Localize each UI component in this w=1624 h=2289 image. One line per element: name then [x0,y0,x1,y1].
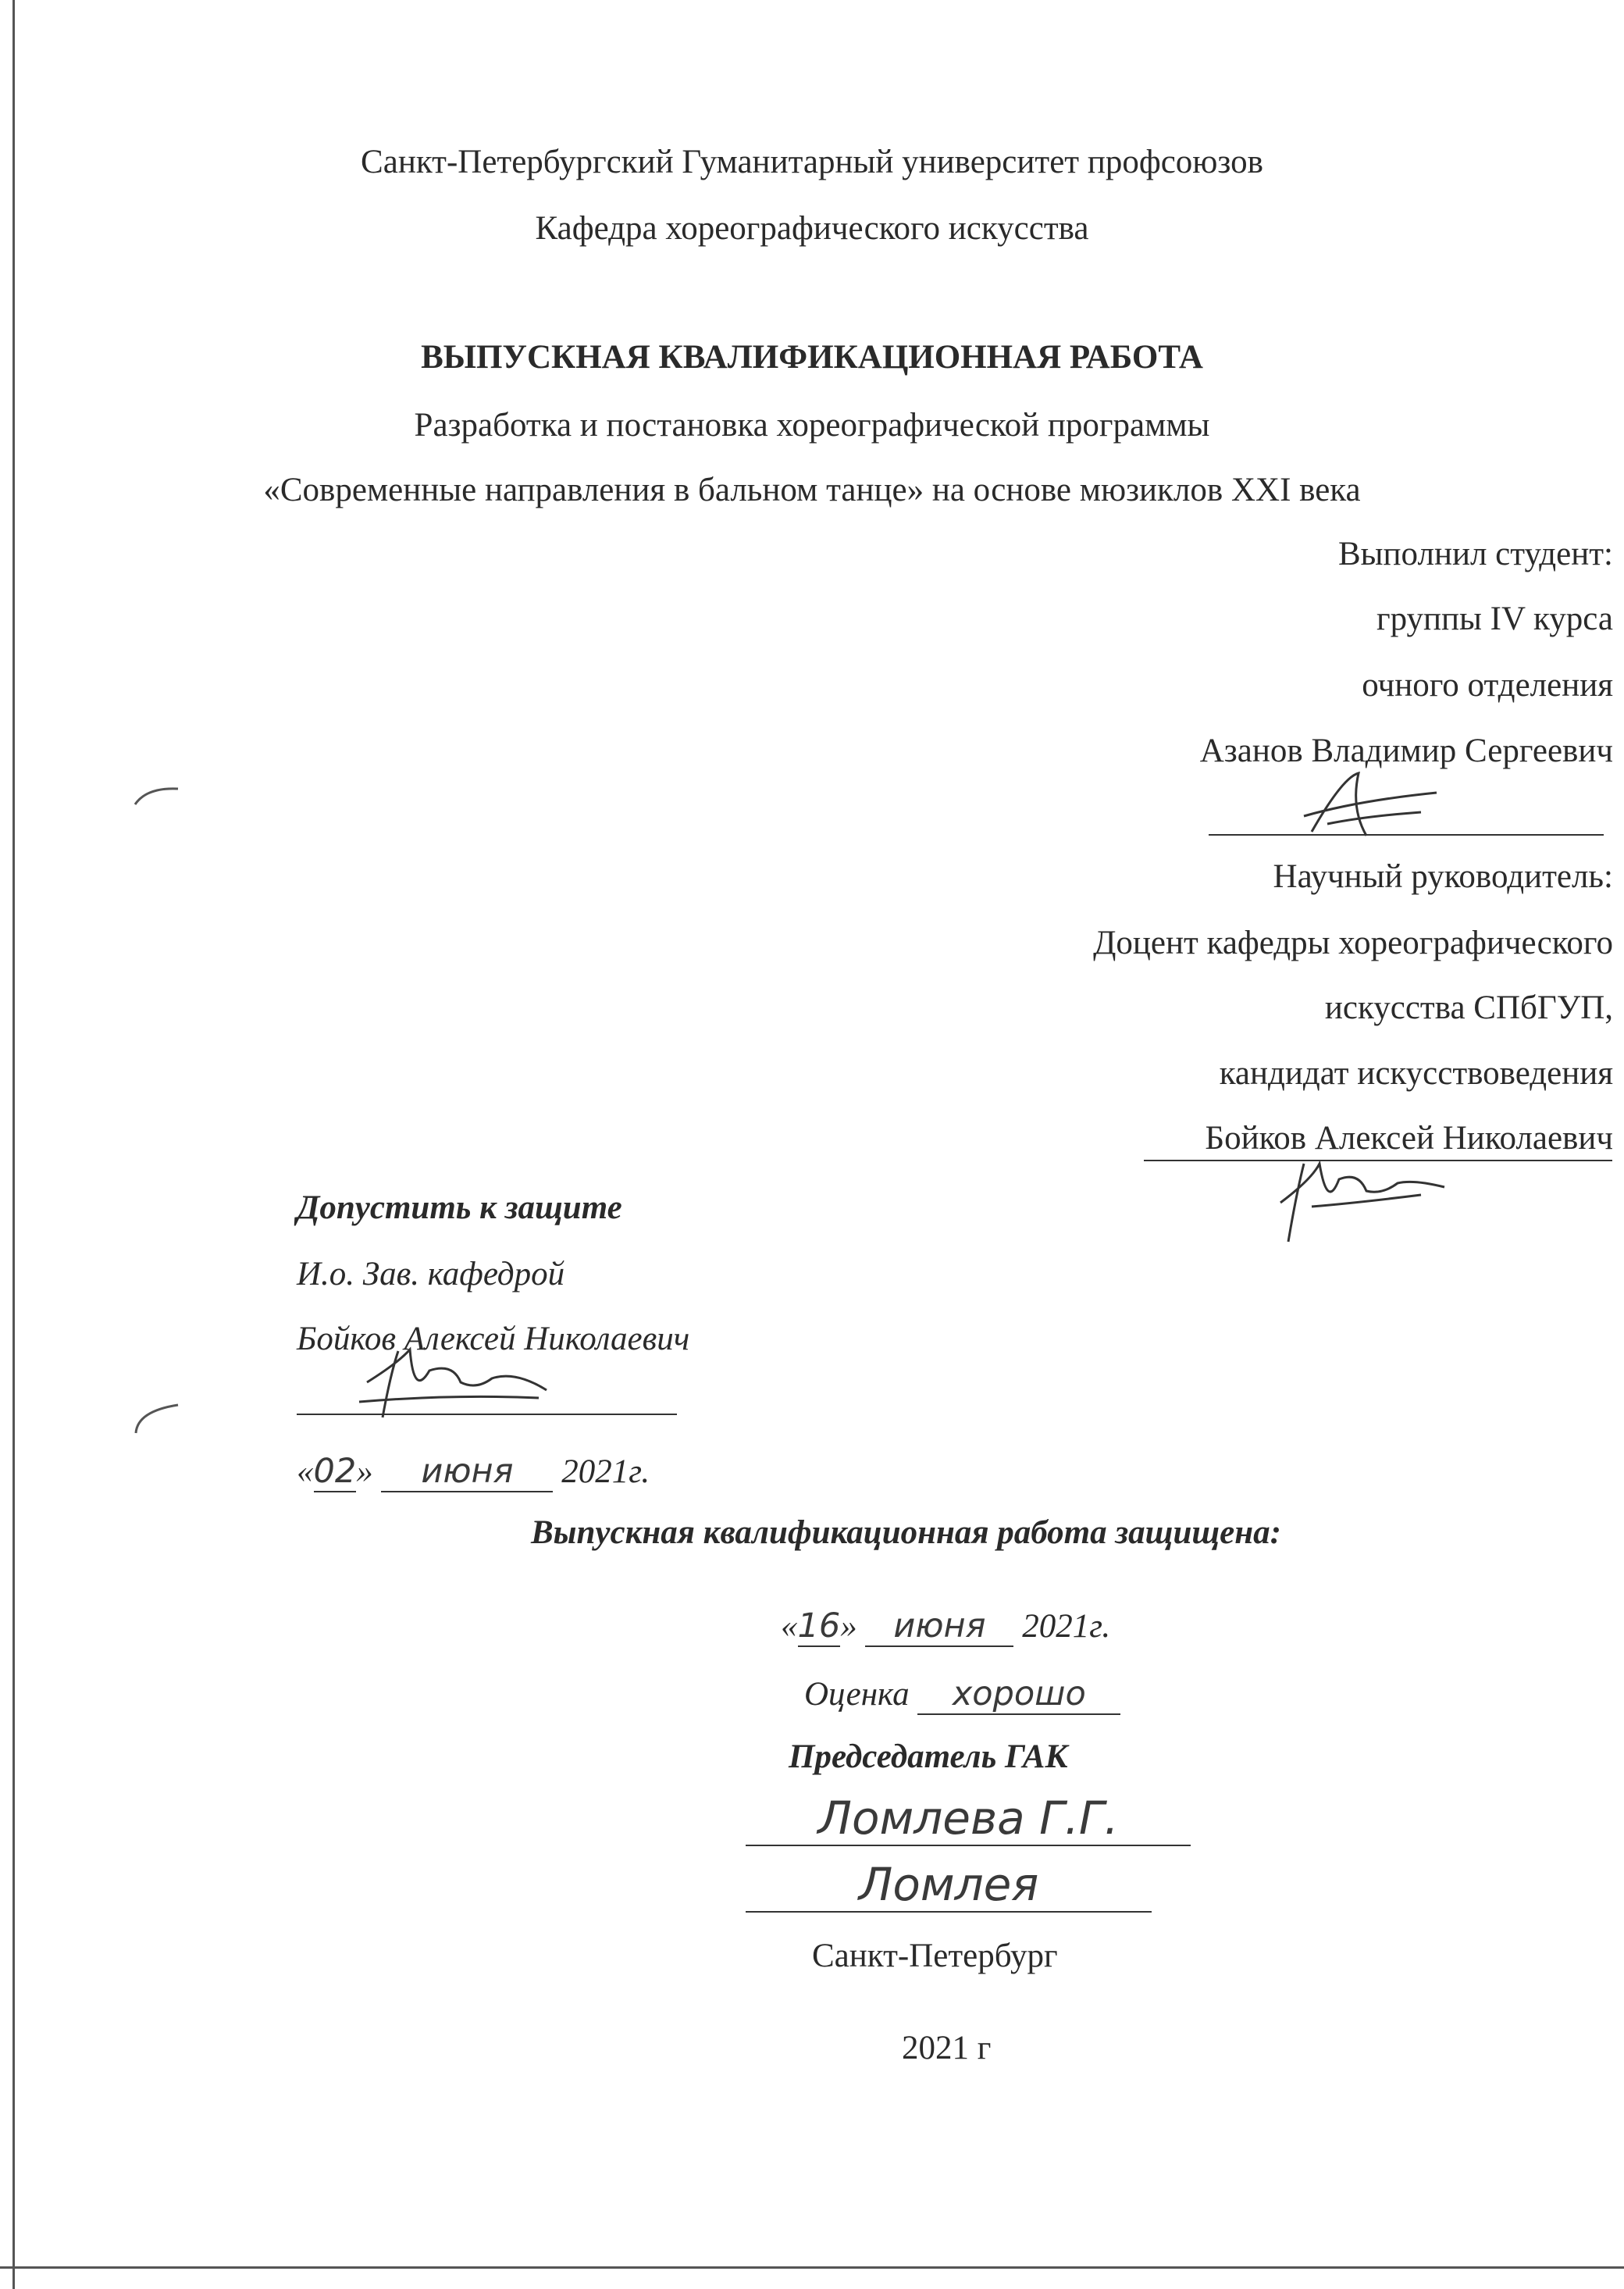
chair-name: Ломлева Г.Г. [817,1792,1119,1845]
defense-date-day: 16 [798,1607,841,1647]
chair-signature: Ломлея [858,1858,1039,1911]
student-form: очного отделения [1362,667,1613,704]
defense-date-year: 2021г. [1022,1608,1111,1645]
approval-date-quote-open: « [297,1453,314,1490]
page-edge-bottom [0,2266,1624,2269]
supervisor-degree: кандидат искусствоведения [1219,1055,1613,1092]
defense-title: Выпускная квалификационная работа защищена: [531,1514,1281,1551]
approval-date-quote-close: » [356,1453,373,1490]
year: 2021 г [902,2030,992,2066]
chair-label: Председатель ГАК [789,1738,1068,1775]
chair-signature-line [746,1859,1152,1913]
student-group: группы IV курса [1376,601,1613,637]
approval-title: Допустить к защите [297,1189,622,1226]
approval-date-year: 2021г. [561,1453,650,1490]
chair-name-line [746,1792,1191,1846]
department-name: Кафедра хореографического искусства [535,210,1089,247]
supervisor-signature [1265,1148,1452,1250]
approval-date-month: июня [381,1453,553,1492]
punch-hole-mark [131,1394,186,1441]
punch-hole-mark [131,781,186,812]
topic-line-1: Разработка и постановка хореографической программы [414,407,1210,444]
city: Санкт-Петербург [812,1938,1058,1974]
supervisor-position-2: искусства СПбГУП, [1324,989,1613,1026]
defense-date-month: июня [865,1607,1013,1647]
approval-role: И.о. Зав. кафедрой [297,1256,565,1292]
defense-date-quote-open: « [781,1608,798,1645]
work-type-title: ВЫПУСКНАЯ КВАЛИФИКАЦИОННАЯ РАБОТА [421,339,1203,376]
student-name: Азанов Владимир Сергеевич [1199,733,1613,769]
university-name: Санкт-Петербургский Гуманитарный университет профсоюзов [361,144,1263,180]
topic-line-2: «Современные направления в бальном танце» на основе мюзиклов XXI века [263,472,1361,508]
approval-signature [336,1335,554,1421]
approval-name: Бойков Алексей Николаевич [297,1321,690,1357]
student-signature [1296,769,1452,847]
grade-value: хорошо [917,1675,1120,1715]
approval-date-day: 02 [314,1453,357,1492]
supervisor-position-1: Доцент кафедры хореографического [1093,925,1613,961]
defense-date-quote-close: » [840,1608,857,1645]
approval-date [297,1453,650,1492]
supervisor-name: Бойков Алексей Николаевич [1205,1120,1613,1157]
grade-label: Оценка [804,1676,910,1713]
student-label: Выполнил студент: [1337,536,1613,572]
defense-date [781,1607,1110,1647]
grade-row [804,1675,1120,1715]
supervisor-label: Научный руководитель: [1273,858,1613,895]
